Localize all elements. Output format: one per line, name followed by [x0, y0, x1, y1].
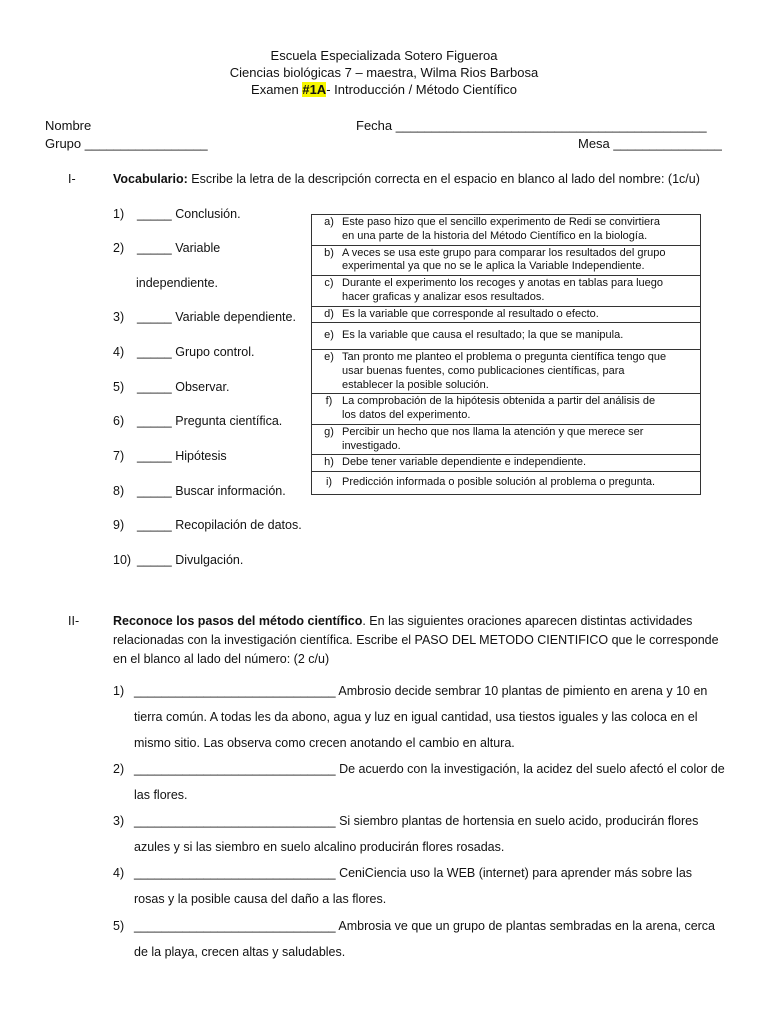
question-item: 3) _____________________________ Si siembro plantas de hortensia en suelo acido, producirán flores azules y si las siembro en suelo alcalino producirán flores rosadas.	[113, 814, 699, 854]
fecha-field: Fecha ___________________________________________	[356, 118, 707, 133]
description-row: b) A veces se usa este grupo para comparar los resultados del grupo experimental ya que no se le aplica la Variable Independiente.	[312, 245, 701, 276]
vocab-item: 3) _____ Variable dependiente.	[113, 310, 296, 324]
section1-number: I-	[68, 172, 76, 186]
section2-title	[113, 612, 723, 669]
vocab-item: 8) _____ Buscar información.	[113, 484, 286, 498]
description-row: i) Predicción informada o posible solución al problema o pregunta.	[312, 472, 701, 495]
description-row: c) Durante el experimento los recoges y anotas en tablas para luego hacer graficas y analizar esos resultados.	[312, 276, 701, 307]
section1-title-rest: Escribe la letra de la descripción correcta en el espacio en blanco al lado del nombre: (1c/u)	[187, 172, 700, 186]
description-row: d) Es la variable que corresponde al resultado o efecto.	[312, 306, 701, 323]
descriptions-table	[311, 214, 701, 495]
exam-code: #1A	[302, 82, 327, 97]
section2-title-bold: Reconoce los pasos del método científico	[113, 614, 363, 628]
vocab-item: 1) _____ Conclusión.	[113, 207, 241, 221]
vocab-item-continuation: independiente.	[136, 276, 219, 290]
vocab-item: 4) _____ Grupo control.	[113, 345, 255, 359]
grupo-field: Grupo _________________	[45, 136, 208, 151]
question-item: 2) _____________________________ De acuerdo con la investigación, la acidez del suelo afectó el color de las flores.	[113, 762, 725, 802]
exam-prefix: Examen	[251, 82, 303, 97]
description-row: a) Este paso hizo que el sencillo experimento de Redi se convirtiera en una parte de la historia del Método Científico en la biología.	[312, 215, 701, 246]
question-item: 4) _____________________________ CeniCiencia uso la WEB (internet) para aprender más sobre las rosas y la posible causa del daño a las flores.	[113, 866, 693, 906]
section2-number: II-	[68, 614, 80, 628]
section1-title	[113, 172, 723, 186]
school-name: Escuela Especializada Sotero Figueroa	[270, 48, 498, 63]
description-row: h) Debe tener variable dependiente e independiente.	[312, 455, 701, 472]
vocab-item: 5) _____ Observar.	[113, 380, 230, 394]
section2-title-rest: . En las siguientes oraciones aparecen distintas actividades relacionadas con la investigación científica. Escribe el PASO DEL METODO CIENTIFICO que le corresponde en el blanco al lado del número: (2 c/u)	[113, 614, 719, 666]
vocab-item: 10) _____ Divulgación.	[113, 553, 244, 567]
mesa-field: Mesa _______________	[578, 136, 722, 151]
exam-suffix: - Introducción / Método Científico	[326, 82, 517, 97]
vocab-item: 6) _____ Pregunta científica.	[113, 414, 283, 428]
description-row: f) La comprobación de la hipótesis obtenida a partir del análisis de los datos del experimento.	[312, 394, 701, 425]
exam-title	[0, 82, 768, 97]
description-row: g) Percibir un hecho que nos llama la atención y que merece ser investigado.	[312, 424, 701, 455]
description-row: e) Es la variable que causa el resultado; la que se manipula.	[312, 323, 701, 350]
course-line: Ciencias biológicas 7 – maestra, Wilma Rios Barbosa	[229, 65, 539, 80]
vocab-item: 9) _____ Recopilación de datos.	[113, 518, 302, 532]
vocab-item: 2) _____ Variable	[113, 241, 221, 255]
question-item: 1) _____________________________ Ambrosio decide sembrar 10 plantas de pimiento en arena y 10 en tierra común. A todas les da abono, agua y luz en igual cantidad, usa tiestos iguales y las coloca en el mismo sitio. Las observa como crecen anotando el cambio en altura.	[113, 684, 708, 750]
description-row: e) Tan pronto me planteo el problema o pregunta científica tengo que usar buenas fuentes, como publicaciones científicas, para establecer la posible solución.	[312, 350, 701, 394]
nombre-label: Nombre	[45, 118, 92, 133]
question-item: 5) _____________________________ Ambrosia ve que un grupo de plantas sembradas en la arena, cerca de la playa, crecen altas y saludables.	[113, 919, 716, 959]
vocab-item: 7) _____ Hipótesis	[113, 449, 227, 463]
section1-title-bold: Vocabulario:	[113, 172, 188, 186]
